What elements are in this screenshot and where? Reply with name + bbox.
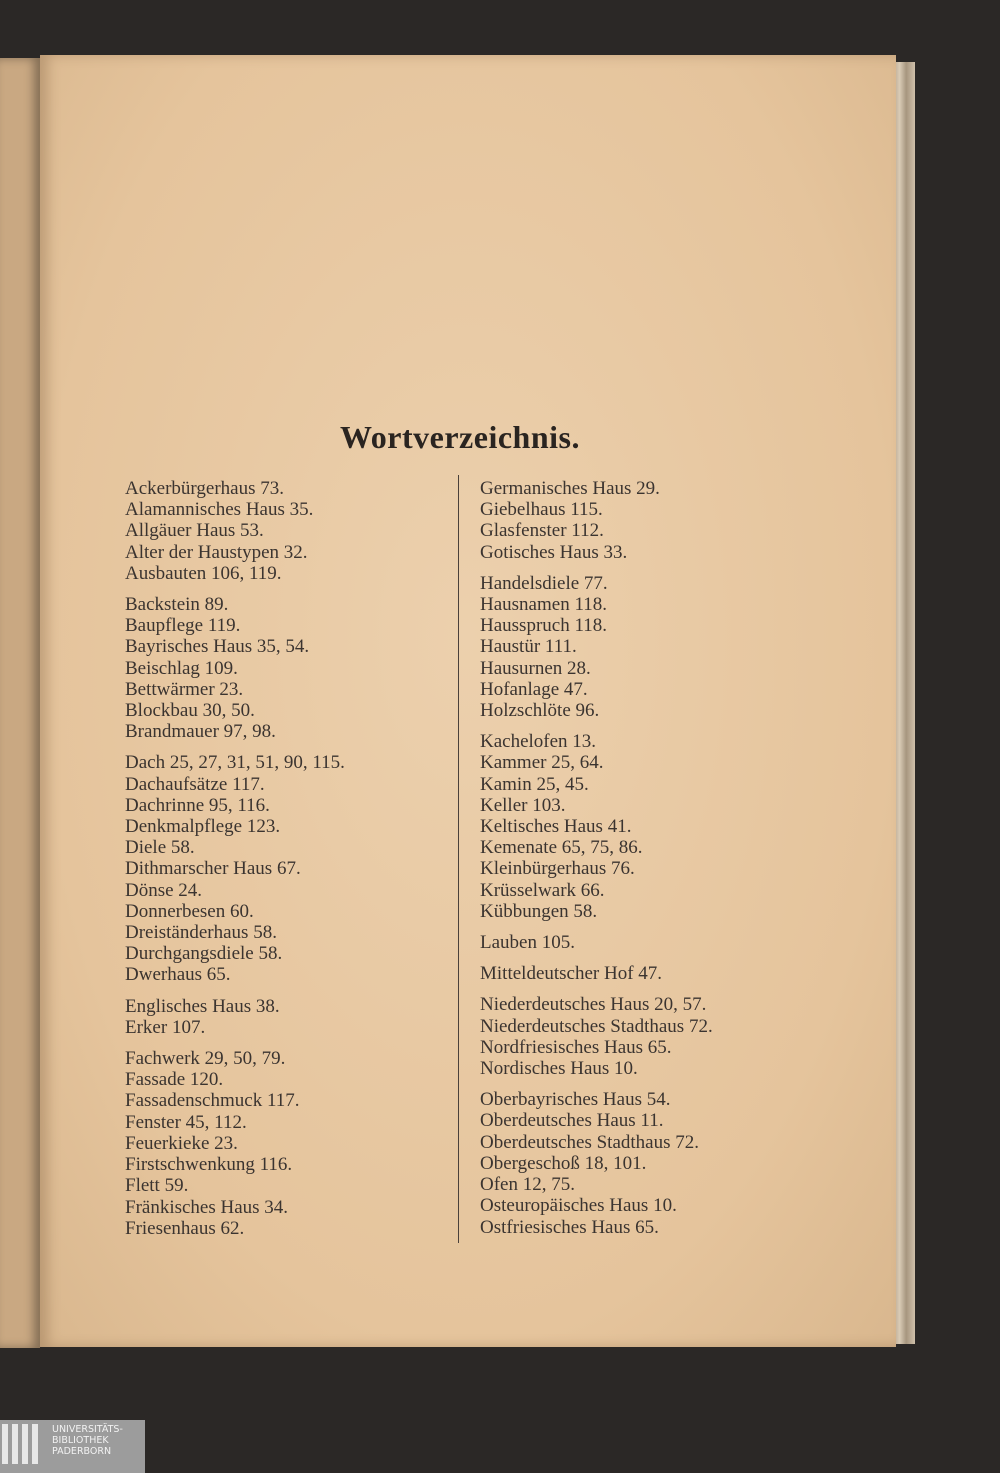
index-entry: Baupflege 119. xyxy=(125,615,241,637)
index-entry: Denkmalpflege 123. xyxy=(125,816,281,838)
index-entry: Fränkisches Haus 34. xyxy=(125,1196,289,1218)
index-entry: Haustür 111. xyxy=(480,636,577,658)
index-entry: Alamannisches Haus 35. xyxy=(125,499,314,521)
index-entry: Fassade 120. xyxy=(125,1069,224,1091)
index-entry: Brandmauer 97, 98. xyxy=(125,721,276,743)
index-column-right xyxy=(480,478,713,1248)
logo-line: UNIVERSITÄTS- xyxy=(52,1424,123,1435)
index-entry: Fassadenschmuck 117. xyxy=(125,1090,300,1112)
index-entry: Gotisches Haus 33. xyxy=(480,541,628,563)
index-entry: Holzschlöte 96. xyxy=(480,700,600,722)
index-entry: Kübbungen 58. xyxy=(480,900,598,922)
index-entry: Allgäuer Haus 53. xyxy=(125,520,264,542)
index-letter-group xyxy=(480,573,713,721)
logo-text xyxy=(52,1424,123,1457)
index-entry: Fenster 45, 112. xyxy=(125,1111,247,1133)
index-letter-group xyxy=(480,1089,713,1237)
index-letter-group xyxy=(125,996,345,1038)
index-column-left xyxy=(125,478,345,1249)
index-entry: Bettwärmer 23. xyxy=(125,678,244,700)
library-logo xyxy=(0,1420,145,1473)
index-letter-group xyxy=(480,478,713,563)
index-entry: Hausnamen 118. xyxy=(480,594,607,616)
index-entry: Ausbauten 106, 119. xyxy=(125,562,282,584)
index-entry: Durchgangsdiele 58. xyxy=(125,943,283,965)
index-entry: Ackerbürgerhaus 73. xyxy=(125,478,284,499)
page-title: Wortverzeichnis. xyxy=(340,419,580,455)
index-letter-group xyxy=(125,752,345,985)
index-entry: Blockbau 30, 50. xyxy=(125,700,255,722)
index-entry: Dwerhaus 65. xyxy=(125,964,231,986)
index-entry: Nordfriesisches Haus 65. xyxy=(480,1036,672,1058)
index-entry: Dithmarscher Haus 67. xyxy=(125,858,301,880)
index-entry: Nordisches Haus 10. xyxy=(480,1058,638,1080)
index-entry: Kemenate 65, 75, 86. xyxy=(480,837,643,859)
index-entry: Keller 103. xyxy=(480,794,566,816)
index-entry: Alter der Haustypen 32. xyxy=(125,541,308,563)
index-entry: Dachaufsätze 117. xyxy=(125,773,265,795)
logo-bars-icon xyxy=(2,1424,42,1464)
index-entry: Glasfenster 112. xyxy=(480,520,604,542)
index-entry: Dachrinne 95, 116. xyxy=(125,794,270,816)
index-letter-group xyxy=(480,932,713,953)
index-entry: Mitteldeutscher Hof 47. xyxy=(480,963,663,985)
index-entry: Dach 25, 27, 31, 51, 90, 115. xyxy=(125,752,345,774)
index-letter-group xyxy=(480,994,713,1079)
index-entry: Lauben 105. xyxy=(480,932,575,954)
index-entry: Obergeschoß 18, 101. xyxy=(480,1152,647,1174)
index-entry: Hausurnen 28. xyxy=(480,657,591,679)
index-entry: Donnerbesen 60. xyxy=(125,900,254,922)
index-letter-group xyxy=(125,478,345,584)
index-entry: Ofen 12, 75. xyxy=(480,1174,575,1196)
index-entry: Feuerkieke 23. xyxy=(125,1132,238,1154)
index-entry: Oberdeutsches Stadthaus 72. xyxy=(480,1131,699,1153)
index-entry: Dönse 24. xyxy=(125,879,203,901)
index-entry: Erker 107. xyxy=(125,1016,206,1038)
logo-line: BIBLIOTHEK xyxy=(52,1435,109,1446)
index-entry: Handelsdiele 77. xyxy=(480,572,608,594)
index-entry: Englisches Haus 38. xyxy=(125,995,280,1017)
index-entry: Kachelofen 13. xyxy=(480,731,597,753)
index-entry: Krüsselwark 66. xyxy=(480,879,605,901)
facing-page-edge xyxy=(0,58,40,1348)
index-entry: Dreiständerhaus 58. xyxy=(125,922,277,944)
index-entry: Diele 58. xyxy=(125,837,195,859)
index-entry: Hausspruch 118. xyxy=(480,615,607,637)
index-entry: Keltisches Haus 41. xyxy=(480,816,632,838)
index-entry: Firstschwenkung 116. xyxy=(125,1154,293,1176)
index-entry: Niederdeutsches Stadthaus 72. xyxy=(480,1015,713,1037)
page-stack-edge xyxy=(893,62,915,1344)
index-letter-group xyxy=(480,963,713,984)
index-entry: Bayrisches Haus 35, 54. xyxy=(125,636,310,658)
index-entry: Fachwerk 29, 50, 79. xyxy=(125,1048,286,1070)
index-entry: Backstein 89. xyxy=(125,594,229,616)
index-letter-group xyxy=(125,1048,345,1239)
index-entry: Niederdeutsches Haus 20, 57. xyxy=(480,994,707,1016)
column-divider xyxy=(458,475,459,1243)
index-entry: Germanisches Haus 29. xyxy=(480,478,660,499)
index-entry: Oberdeutsches Haus 11. xyxy=(480,1110,664,1132)
index-entry: Giebelhaus 115. xyxy=(480,499,603,521)
index-entry: Beischlag 109. xyxy=(125,657,238,679)
index-entry: Kamin 25, 45. xyxy=(480,773,589,795)
index-entry: Ostfriesisches Haus 65. xyxy=(480,1216,659,1238)
index-entry: Oberbayrisches Haus 54. xyxy=(480,1089,671,1111)
index-entry: Friesenhaus 62. xyxy=(125,1217,245,1239)
logo-line: PADERBORN xyxy=(52,1446,112,1457)
index-entry: Osteuropäisches Haus 10. xyxy=(480,1195,677,1217)
index-letter-group xyxy=(480,731,713,922)
index-entry: Hofanlage 47. xyxy=(480,678,588,700)
index-entry: Kammer 25, 64. xyxy=(480,752,604,774)
index-entry: Flett 59. xyxy=(125,1175,189,1197)
index-letter-group xyxy=(125,594,345,742)
index-entry: Kleinbürgerhaus 76. xyxy=(480,858,635,880)
